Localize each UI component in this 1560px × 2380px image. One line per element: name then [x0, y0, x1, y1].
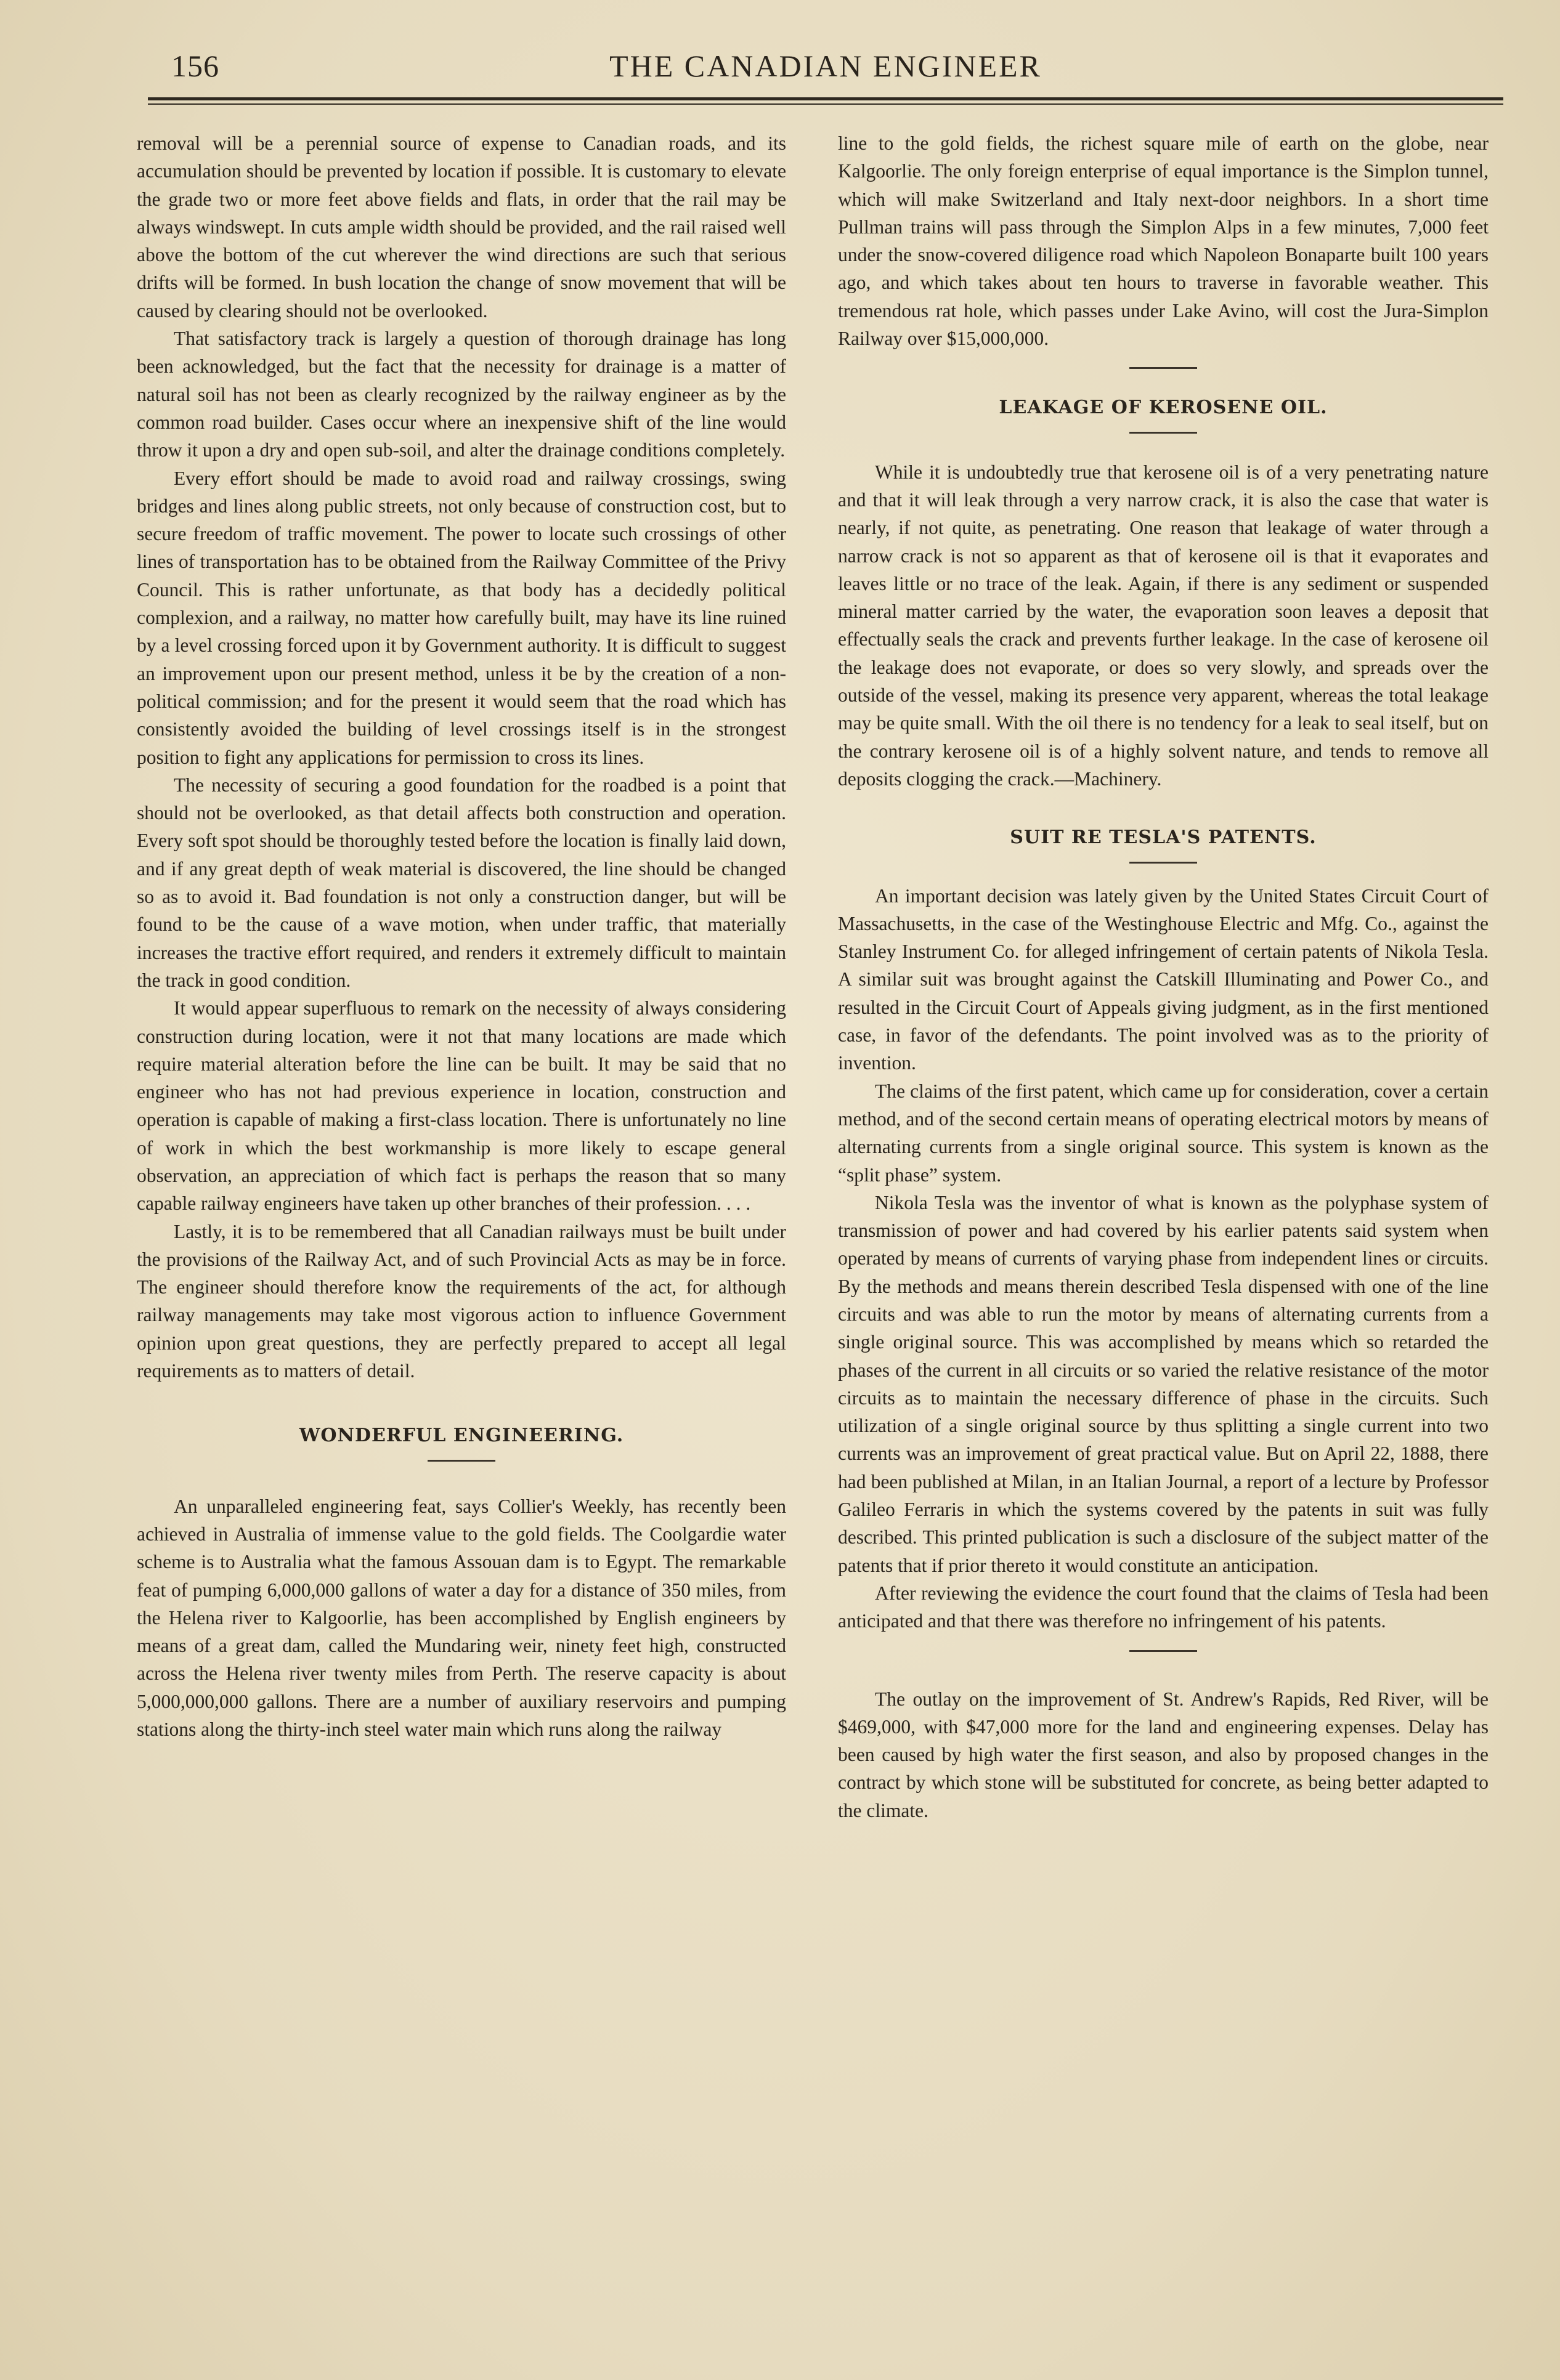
body-paragraph: That satisfactory track is largely a question of thorough drainage has long been acknowledged, but the fact that the necessity for drainage is a matter of natural soil has not been as clearly recognized by the railway engineer as by the common road builder. Cases occur where an inexpensive shift of the line would throw it upon a dry and open sub-soil, and alter the drainage conditions completely.: [137, 328, 786, 461]
body-paragraph: The outlay on the improvement of St. Andrew's Rapids, Red River, will be $469,000, with $47,000 more for the land and engineering expenses. Delay has been caused by high water the first season, and also by proposed changes in the contract by which stone will be substituted for concrete, as being better adapted to the climate.: [838, 1688, 1489, 1821]
body-paragraph: While it is undoubtedly true that kerosene oil is of a very penetrating nature and that it will leak through a very narrow crack, it is also the case that water is nearly, if not quite, as penetrating. One reason that leakage of water through a narrow crack is not so apparent as that of kerosene oil is that it evaporates and leaves little or no trace of the leak. Again, if there is any sediment or suspended mineral matter carried by the water, the evaporation soon leaves a deposit that effectually seals the crack and prevents further leakage. In the case of kerosene oil the leakage does not evaporate, or does so very slowly, and spreads over the outside of the vessel, making its presence very apparent, whereas the total leakage may be quite small. With the oil there is no tendency for a leak to seal itself, but on the contrary kerosene oil is of a highly solvent nature, and tends to remove all deposits clogging the crack.—Machinery.: [838, 461, 1489, 790]
body-paragraph: The claims of the first patent, which came up for consideration, cover a certain method, and of the second certain means of operating electrical motors by means of alternating currents from a single original source. This system is known as the “split phase” system.: [838, 1080, 1489, 1186]
header-rule-thick: [148, 97, 1503, 100]
body-paragraph: removal will be a perennial source of expense to Canadian roads, and its accumulation should be prevented by location if possible. It is customary to elevate the grade two or more feet above fields and flats, in order that the rail may be always windswept. In cuts ample width should be provided, and the rail raised well above the bottom of the cut wherever the wind directions are such that serious drifts will be formed. In bush location the change of snow movement that will be caused by clearing should not be overlooked.: [137, 132, 786, 322]
section-heading-wonderful-engineering: WONDERFUL ENGINEERING.: [299, 1425, 624, 1447]
body-paragraph: line to the gold fields, the richest square mile of earth on the globe, near Kalgoorlie. The only foreign enterprise of equal importance is the Simplon tunnel, which will make Switzerland and Italy next-door neighbors. In a short time Pullman trains will pass through the Simplon Alps in a few minutes, 7,000 feet under the snow-covered diligence road which Napoleon Bonaparte built 100 years ago, and which takes about ten hours to traverse in favorable weather. This tremendous rat hole, which passes under Lake Avino, will cost the Jura-Simplon Railway over $15,000,000.: [838, 132, 1489, 350]
page-number: 156: [171, 49, 219, 83]
right-column: [838, 129, 1489, 1824]
body-paragraph: After reviewing the evidence the court found that the claims of Tesla had been anticipated and that there was therefore no infringement of his patents.: [838, 1582, 1489, 1632]
body-paragraph: Lastly, it is to be remembered that all Canadian railways must be built under the provisions of the Railway Act, and of such Provincial Acts as may be in force. The engineer should therefore know the requirements of the act, for although railway managements may take most vigorous action to influence Government opinion upon great questions, they are perfectly prepared to accept all legal requirements as to matters of detail.: [137, 1220, 786, 1382]
section-heading-suit-re-teslas-patents: SUIT RE TESLA'S PATENTS.: [1010, 827, 1317, 849]
body-paragraph: The necessity of securing a good foundation for the roadbed is a point that should not be overlooked, as that detail affects both construction and operation. Every soft spot should be thoroughly tested before the location is finally laid down, and if any great depth of weak material is discovered, the line should be changed so as to avoid it. Bad foundation is not only a construction danger, but will be found to be the cause of a wave motion, when under traffic, that materially increases the tractive effort required, and renders it extremely difficult to maintain the track in good condition.: [137, 774, 786, 991]
body-paragraph: An unparalleled engineering feat, says Collier's Weekly, has recently been achieved in Australia of immense value to the gold fields. The Coolgardie water scheme is to Australia what the famous Assouan dam is to Egypt. The remarkable feat of pumping 6,000,000 gallons of water a day for a distance of 350 miles, from the Helena river to Kalgoorlie, has been accomplished by English engineers by means of a great dam, called the Mundaring weir, ninety feet high, constructed across the Helena river twenty miles from Perth. The reserve capacity is about 5,000,000,000 gallons. There are a number of auxiliary reservoirs and pumping stations along the thirty-inch steel water main which runs along the railway: [137, 1495, 786, 1741]
body-paragraph: It would appear superfluous to remark on the necessity of always considering construction during location, were it not that many locations are made which require material alteration before the line can be built. It may be said that no engineer who has not had previous experience in location, construction and operation is capable of making a first-class location. There is unfortunately no line of work in which the best workmanship is more likely to escape general observation, an appreciation of which fact is perhaps the reason that so many capable railway engineers have taken up other branches of their profession. . . .: [137, 997, 786, 1215]
body-paragraph: Every effort should be made to avoid road and railway crossings, swing bridges and lines along public streets, not only because of construction cost, but to secure freedom of traffic movement. The power to locate such crossings of other lines of transportation has to be obtained from the Railway Committee of the Privy Council. This is rather unfortunate, as that body has a decidedly political complexion, and a railway, no matter how carefully built, may have its line ruined by a level crossing forced upon it by Government authority. It is difficult to suggest an improvement upon our present method, unless it be by the creation of a non-political commission; and for the present it would seem that the road which has consistently avoided the building of level crossings itself is in the strongest position to fight any applications for permission to cross its lines.: [137, 467, 786, 768]
page-header: [148, 43, 1503, 92]
body-paragraph: An important decision was lately given by the United States Circuit Court of Massachusetts, in the case of the Westinghouse Electric and Mfg. Co., against the Stanley Instrument Co. for alleged infringement of certain patents of Nikola Tesla. A similar suit was brought against the Catskill Illuminating and Power Co., and resulted in the Circuit Court of Appeals giving judgment, as in the first mentioned case, in favor of the defendants. The point involved was as to the priority of invention.: [838, 884, 1489, 1074]
left-column: [137, 129, 786, 1743]
section-heading-leakage-of-kerosene-oil: LEAKAGE OF KEROSENE OIL.: [999, 397, 1328, 419]
running-title: THE CANADIAN ENGINEER: [609, 49, 1042, 83]
body-paragraph: Nikola Tesla was the inventor of what is known as the polyphase system of transmission of power and had covered by his earlier patents said system when operated by means of currents of varying phase from independent lines or circuits. By the methods and means therein described Tesla dispensed with one of the line circuits and was able to run the motor by means of alternating currents from a single original source. This was accomplished by means which so retarded the phases of the current in all circuits or so varied the relative resistance of the motor circuits as to maintain the necessary difference of phase in the circuits. Such utilization of a single original source by thus splitting a single current into two currents was an improvement of great practical value. But on April 22, 1888, there had been published at Milan, in an Italian Journal, a report of a lecture by Professor Galileo Ferraris in which the systems covered by the patents in suit was fully described. This printed publication is such a disclosure of the subject matter of the patents that if prior thereto it would constitute an anticipation.: [838, 1191, 1489, 1576]
section-spacer: [137, 1385, 786, 1422]
header-rule-thin: [148, 103, 1503, 105]
